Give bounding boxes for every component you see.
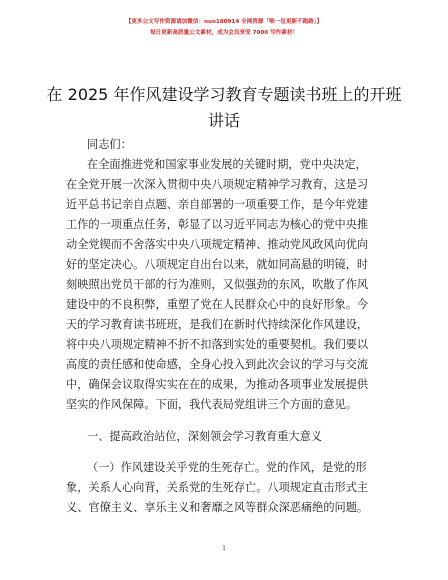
section-heading: 一、提高政治站位，深刻领会学习教育重大意义 (87, 430, 322, 443)
body-line: 义、官僚主义、享乐主义和奢靡之风等群众深恶痛绝的问题。 (66, 501, 369, 514)
body-line: 近平总书记亲自点题、亲自部署的一项重要工作，是今年党建 (66, 198, 369, 211)
body-line: （一）作风建设关乎党的生死存亡。党的作风，是党的形 (87, 461, 367, 474)
body-line: 在全党开展一次深入贯彻中央八项规定精神学习教育，这是习 (66, 178, 369, 191)
promo-banner-line-1: 【更多公文写作资源请加微信：nuo180914 全网资源「唯一包更新不跑路」】 (125, 19, 323, 25)
body-line: 好的坚定决心。八项规定自出台以来，就如同高悬的明镜，时 (66, 258, 369, 271)
salutation: 同志们： (87, 138, 132, 151)
body-line: 建设中的不良积弊，重塑了党在人民群众心中的良好形象。今 (66, 298, 369, 311)
body-line: 刻映照出党员干部的行为准则，又似强劲的东风，吹散了作风 (66, 278, 369, 291)
body-line: 将中央八项规定精神不折不扣落到实处的重要契机。我们要以 (66, 338, 369, 351)
body-line: 工作的一项重点任务，彰显了以习近平同志为核心的党中央推 (66, 218, 369, 231)
body-line: 象，关系人心向背，关系党的生死存亡。八项规定直击形式主 (66, 481, 369, 494)
document-title: 在 2025 年作风建设学习教育专题读书班上的开班讲话 (46, 85, 402, 130)
body-line: 坚实的作风保障。下面，我代表局党组讲三个方面的意见。 (66, 398, 357, 411)
body-line: 中，确保会议取得实实在在的成果，为推动各项事业发展提供 (66, 378, 369, 391)
body-line: 动全党锲而不舍落实中央八项规定精神、推动党风政风向优向 (66, 238, 369, 251)
page-number: 1 (222, 544, 226, 552)
promo-banner-line-2: 每日更新高质量公文素材，成为会员享受 7000 写作素材！ (149, 30, 299, 36)
body-line: 高度的责任感和使命感，全身心投入到此次会议的学习与交流 (66, 358, 369, 371)
body-line: 天的学习教育读书班班，是我们在新时代持续深化作风建设， (66, 318, 369, 331)
body-line: 在全面推进党和国家事业发展的关键时期，党中央决定， (87, 158, 367, 171)
